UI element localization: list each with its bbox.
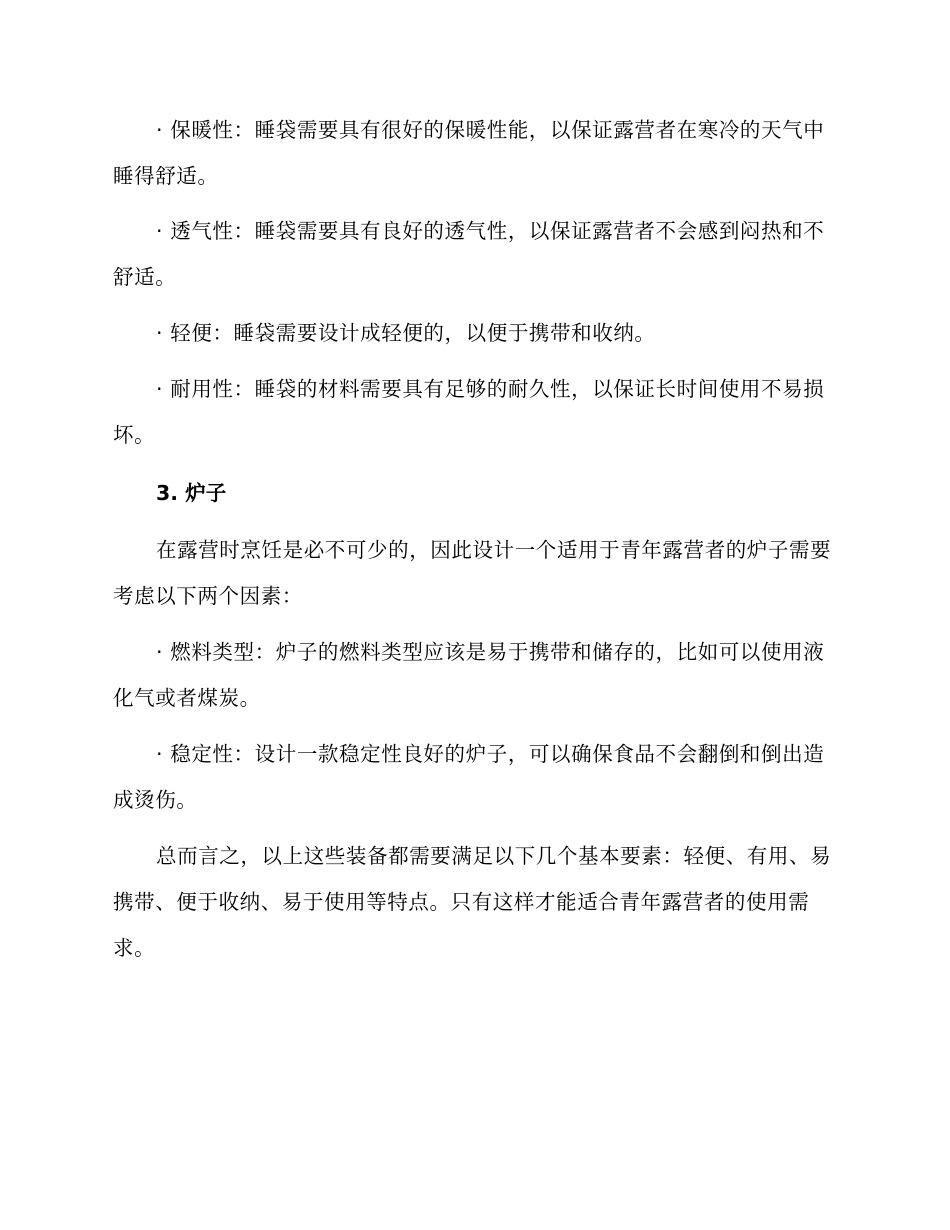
stove-intro-paragraph: 在露营时烹饪是必不可少的，因此设计一个适用于青年露营者的炉子需要考虑以下两个因素：	[113, 538, 832, 608]
bullet-warmth: · 保暖性：睡袋需要具有很好的保暖性能，以保证露营者在寒冷的天气中睡得舒适。	[113, 118, 825, 188]
bullet-stability: · 稳定性：设计一款稳定性良好的炉子，可以确保食品不会翻倒和倒出造成烫伤。	[113, 742, 825, 812]
section-heading: 3. 炉子	[156, 481, 227, 505]
bullet-durability: · 耐用性：睡袋的材料需要具有足够的耐久性，以保证长时间使用不易损坏。	[113, 377, 825, 447]
bullet-fuel-type: · 燃料类型：炉子的燃料类型应该是易于携带和储存的，比如可以使用液化气或者煤炭。	[113, 640, 825, 710]
bullet-breathability: · 透气性：睡袋需要具有良好的透气性，以保证露营者不会感到闷热和不舒适。	[113, 219, 825, 289]
conclusion-paragraph: 总而言之，以上这些装备都需要满足以下几个基本要素：轻便、有用、易携带、便于收纳、易于使用等特点。只有这样才能适合青年露营者的使用需求。	[113, 844, 832, 960]
bullet-lightweight: · 轻便：睡袋需要设计成轻便的，以便于携带和收纳。	[156, 321, 656, 345]
